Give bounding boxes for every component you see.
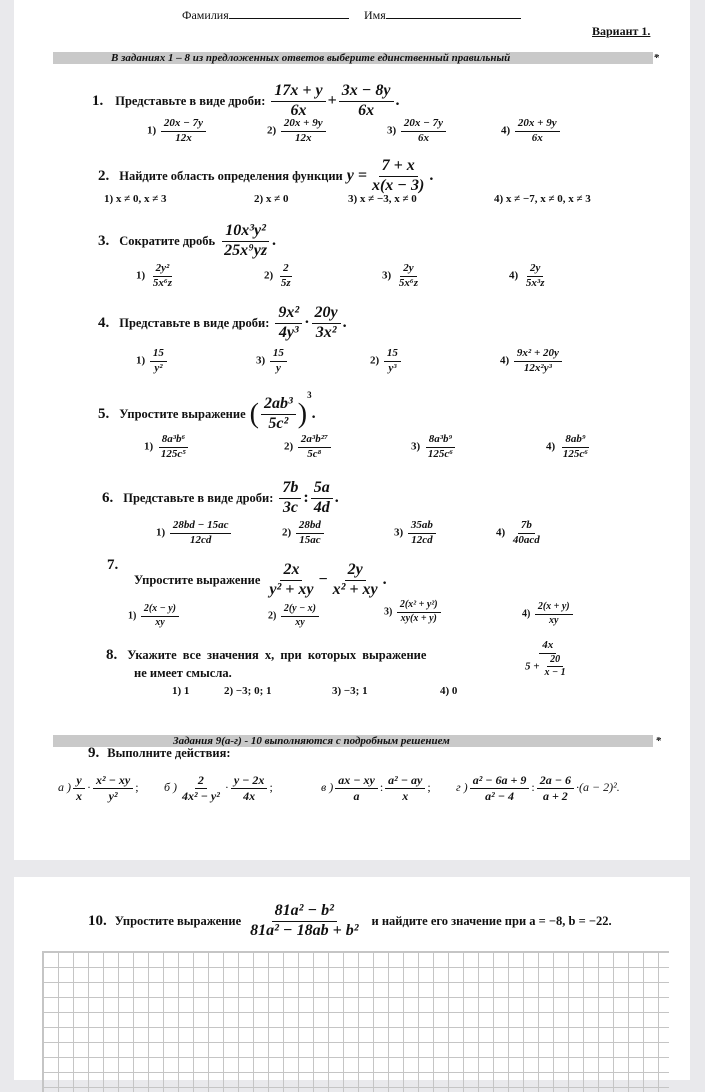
t2-option-1[interactable]: 1) x ≠ 0, x ≠ 3: [104, 193, 167, 205]
task-number: 1.: [92, 92, 104, 109]
task-number: 2.: [98, 167, 110, 184]
t4-option-4[interactable]: 4) $\frac{\text{9x² + 20y}}{\text{12x²y³}}$: [500, 348, 564, 374]
task-2: 2. Найдите область определения функции y = $\frac{7 + x}{x(x - 3)}$ .: [98, 157, 434, 194]
task-4: 4. Представьте в виде дроби: $\frac{\text{9x²}}{\text{4y³}}$ · $\frac{20y}{\text{3x²}}$ .: [98, 304, 347, 341]
t3-option-1[interactable]: 1) $\frac{\text{2y²}}{\text{5x⁶z}}$: [136, 262, 173, 289]
t4-option-3[interactable]: 3) $\frac{15}{y}$: [256, 348, 289, 374]
t1-option-2[interactable]: 2) $\frac{20x + 9y}{12x}$: [267, 118, 328, 144]
task-5: 5. Упростите выражение ( $\frac{\text{2ab³}}{\text{5c²}}$ )$^3$.: [98, 390, 316, 432]
t5-option-2[interactable]: 2) $\frac{\text{2a³b²⁷}}{\text{5c⁸}}$: [284, 434, 333, 460]
t6-option-4[interactable]: 4) $\frac{7b}{\text{40acd}}$: [496, 519, 540, 546]
task-10: 10. Упростите выражение $\frac{\text{81a² − b²}}{\text{81a² − 18ab + b²}}$ и найдите его значение при a = −8, b = −22.: [88, 902, 612, 939]
task-text: Сократите дробь: [119, 233, 216, 248]
t5-option-1[interactable]: 1) $\frac{\text{8a³b⁶}}{\text{125c⁵}}$: [144, 434, 191, 460]
task-text: Представьте в виде дроби:: [119, 315, 270, 330]
t2-option-4[interactable]: 4) x ≠ −7, x ≠ 0, x ≠ 3: [494, 193, 591, 205]
task-number: 8.: [106, 647, 118, 663]
task-number: 5.: [98, 406, 110, 422]
t3-option-4[interactable]: 4) $\frac{2y}{\text{5x³z}}$: [509, 262, 545, 289]
name-field: [364, 8, 521, 23]
task-text: Представьте в виде дроби:: [123, 490, 274, 505]
t8-option-1[interactable]: 1) 1: [172, 685, 190, 697]
t8-option-3[interactable]: 3) −3; 1: [332, 685, 368, 697]
task-text: Укажите все значения x, при которых выражение: [127, 648, 427, 662]
t5-option-3[interactable]: 3) $\frac{\text{8a³b⁹}}{\text{125c⁶}}$: [411, 434, 458, 460]
task-8: [106, 646, 426, 664]
star-mark: *: [655, 735, 661, 747]
task-1: 1. Представьте в виде дроби: $\frac{17x + y}{6x}$ + $\frac{3x - 8y}{6x}$ .: [92, 82, 400, 119]
answer-grid[interactable]: [42, 951, 669, 1092]
task-10-tail: и найдите его значение при a = −8, b = −22.: [371, 913, 612, 928]
t8-option-4[interactable]: 4) 0: [440, 685, 458, 697]
section1-instruction-bar: [53, 52, 659, 64]
t8-option-2[interactable]: 2) −3; 0; 1: [224, 685, 272, 697]
t1-option-4[interactable]: 4) $\frac{20x + 9y}{6x}$: [501, 118, 562, 144]
task-text: Упростите выражение: [134, 572, 261, 587]
section1-instruction-text: В заданиях 1 – 8 из предложенных ответов выберите единственный правильный: [111, 52, 511, 64]
task-text: Представьте в виде дроби:: [115, 93, 266, 108]
t7-option-4[interactable]: 4) $\frac{2(x + y)}{xy}$: [522, 602, 575, 626]
task-9d: г ) $\frac{\text{a² − 6a + 9}}{\text{a² − 4}}$ : $\frac{2a - 6}{a + 2}$ ·(a − 2)².: [456, 773, 620, 803]
task-text: Выполните действия:: [107, 746, 231, 760]
task-text: Упростите выражение: [119, 407, 246, 421]
worksheet-page-1: [14, 0, 690, 860]
t7-option-2[interactable]: 2) $\frac{2(y - x)}{xy}$: [268, 604, 321, 628]
t2-option-3[interactable]: 3) x ≠ −3, x ≠ 0: [348, 193, 417, 205]
t4-option-2[interactable]: 2) $\frac{15}{\text{y³}}$: [370, 348, 403, 374]
t1-option-1[interactable]: 1) $\frac{20x - 7y}{12x}$: [147, 118, 208, 144]
task-8-text-line2: не имеет смысла.: [134, 666, 232, 680]
t2-option-2[interactable]: 2) x ≠ 0: [254, 193, 289, 205]
t5-option-4[interactable]: 4) $\frac{\text{8ab⁹}}{\text{125c⁶}}$: [546, 433, 589, 460]
variant-label: Вариант 1.: [592, 24, 651, 38]
task-7: Упростите выражение $\frac{2x}{\text{y² + xy}}$ − $\frac{2y}{\text{x² + xy}}$ .: [134, 561, 387, 598]
t6-option-1[interactable]: 1) $\frac{28bd - 15ac}{12cd}$: [156, 520, 233, 546]
surname-label: Фамилия: [182, 8, 229, 22]
task-number: 4.: [98, 314, 110, 331]
task-number: 10.: [88, 912, 107, 929]
t3-option-3[interactable]: 3) $\frac{2y}{\text{5x⁶z}}$: [382, 262, 419, 289]
t6-option-2[interactable]: 2) $\frac{28bd}{15ac}$: [282, 520, 326, 546]
section2-instruction-text: Задания 9(а-г) - 10 выполняются с подробным решением: [173, 735, 450, 747]
t1-option-3[interactable]: 3) $\frac{20x - 7y}{6x}$: [387, 118, 448, 144]
task-8-expression: 4x 5 + $\frac{20}{x - 1}$: [525, 639, 566, 679]
task-9b: б ) $\frac{2}{\text{4x² − y²}}$ · $\frac{y - 2x}{4x}$ ;: [164, 773, 273, 803]
task-3: 3. Сократите дробь $\frac{\text{10x³y²}}{\text{25x⁹yz}}$ .: [98, 222, 277, 259]
t7-option-1[interactable]: 1) $\frac{2(x - y)}{xy}$: [128, 604, 181, 628]
fraction: $\frac{17x + y}{6x}$: [271, 83, 325, 120]
worksheet-page-2: [14, 877, 690, 1080]
task-number: 9.: [88, 745, 100, 761]
task-number: 3.: [98, 232, 110, 249]
star-mark: *: [653, 52, 659, 64]
fraction: $\frac{3x - 8y}{6x}$: [339, 83, 394, 120]
t7-option-3[interactable]: 3) $\frac{\text{2(x² + y²)}}{xy(x + y)}$: [384, 600, 443, 624]
name-label: Имя: [364, 8, 386, 22]
t3-option-2[interactable]: 2) $\frac{2}{5z}$: [264, 262, 291, 289]
task-text: Найдите область определения функции: [119, 168, 343, 183]
task-6: 6. Представьте в виде дроби: $\frac{7b}{3c}$ : $\frac{5a}{4d}$ .: [102, 479, 339, 516]
t6-option-3[interactable]: 3) $\frac{35ab}{12cd}$: [394, 520, 438, 546]
task-text: Упростите выражение: [114, 913, 242, 928]
t4-option-1[interactable]: 1) $\frac{15}{\text{y²}}$: [136, 348, 169, 374]
task-9c: в ) $\frac{ax - xy}{a}$ : $\frac{\text{a² − ay}}{x}$ ;: [321, 773, 431, 803]
task-number: 6.: [102, 489, 114, 506]
task-9a: а ) $\frac{y}{x}$ · $\frac{\text{x² − xy}}{\text{y²}}$ ;: [58, 773, 139, 803]
task-7-number: 7.: [107, 557, 119, 573]
task-9: [88, 744, 231, 762]
surname-field: [182, 8, 349, 23]
